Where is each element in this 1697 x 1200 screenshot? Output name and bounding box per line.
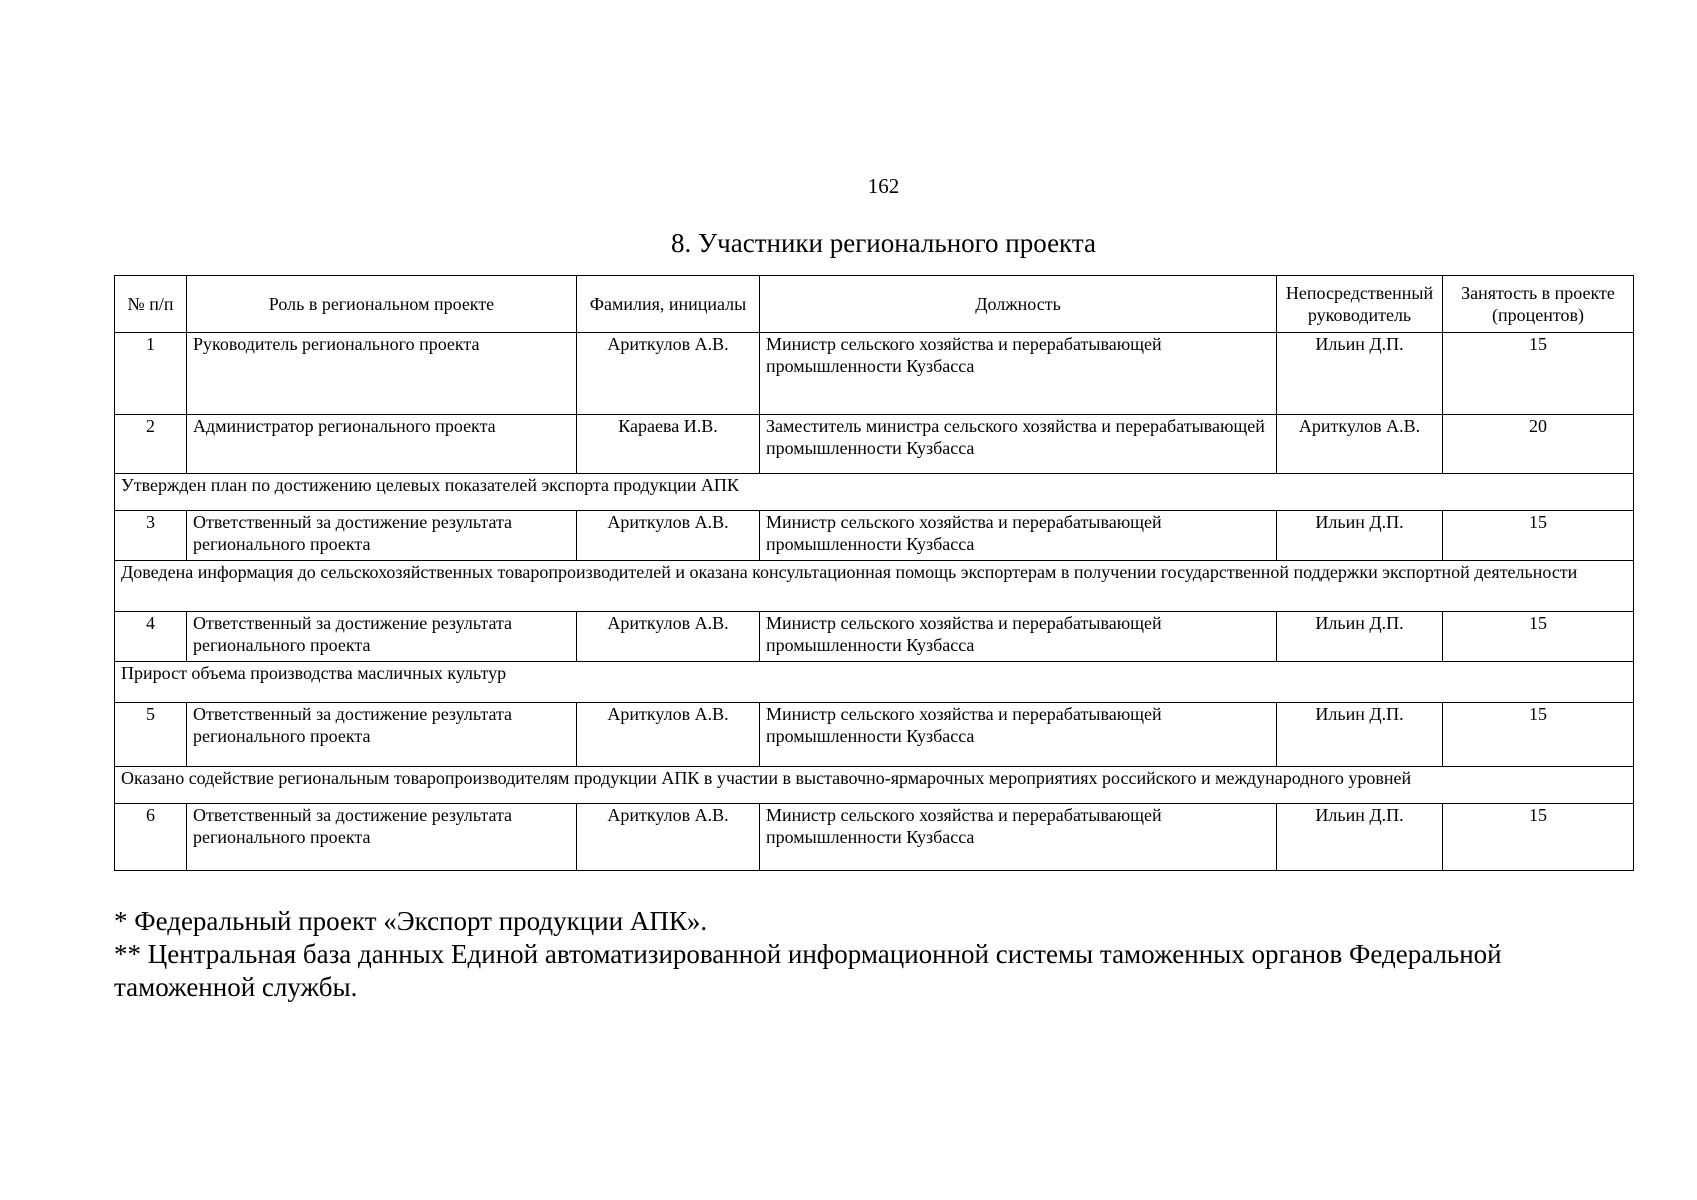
table-row — [115, 804, 1634, 871]
header-position: Должность — [760, 276, 1277, 333]
group-label: Доведена информация до сельскохозяйственных товаропроизводителей и оказана консультационная помощь экспортерам в получении государственной поддержки экспортной деятельности — [115, 561, 1634, 612]
section-title: 8. Участники регионального проекта — [671, 228, 1096, 258]
cell-workload: 15 — [1443, 703, 1634, 767]
cell-name: Ариткулов А.В. — [577, 333, 760, 415]
table-row — [115, 511, 1634, 561]
cell-workload: 15 — [1443, 333, 1634, 415]
cell-name: Караева И.В. — [577, 415, 760, 474]
table-row — [115, 703, 1634, 767]
cell-workload: 15 — [1443, 511, 1634, 561]
cell-num: 1 — [115, 333, 187, 415]
table-row — [115, 333, 1634, 415]
footnote: ** Центральная база данных Единой автоматизированной информационной системы таможенных органов Федеральной таможенной службы. — [114, 939, 1502, 1002]
cell-supervisor: Ильин Д.П. — [1277, 612, 1443, 662]
header-name: Фамилия, инициалы — [577, 276, 760, 333]
cell-position: Министр сельского хозяйства и перерабатывающей промышленности Кузбасса — [760, 612, 1277, 662]
table-row — [115, 415, 1634, 474]
group-row — [115, 662, 1634, 703]
cell-num: 2 — [115, 415, 187, 474]
group-label: Оказано содействие региональным товаропроизводителям продукции АПК в участии в выставочно-ярмарочных мероприятиях российского и международного уровней — [115, 767, 1634, 804]
cell-num: 5 — [115, 703, 187, 767]
cell-role: Ответственный за достижение результата регионального проекта — [187, 703, 577, 767]
header-supervisor: Непосредственный руководитель — [1277, 276, 1443, 333]
footnotes — [114, 905, 1644, 1004]
cell-num: 3 — [115, 511, 187, 561]
group-label: Прирост объема производства масличных культур — [115, 662, 1634, 703]
page-number: 162 — [867, 174, 900, 198]
cell-name: Ариткулов А.В. — [577, 612, 760, 662]
cell-workload: 15 — [1443, 804, 1634, 871]
group-row — [115, 767, 1634, 804]
cell-supervisor: Ильин Д.П. — [1277, 804, 1443, 871]
cell-position: Министр сельского хозяйства и перерабатывающей промышленности Кузбасса — [760, 333, 1277, 415]
header-num: № п/п — [115, 276, 187, 333]
table-row — [115, 612, 1634, 662]
group-row — [115, 561, 1634, 612]
header-role: Роль в региональном проекте — [187, 276, 577, 333]
cell-workload: 15 — [1443, 612, 1634, 662]
cell-role: Ответственный за достижение результата регионального проекта — [187, 511, 577, 561]
cell-name: Ариткулов А.В. — [577, 804, 760, 871]
group-label: Утвержден план по достижению целевых показателей экспорта продукции АПК — [115, 474, 1634, 511]
cell-role: Руководитель регионального проекта — [187, 333, 577, 415]
header-workload: Занятость в проекте (процентов) — [1443, 276, 1634, 333]
cell-name: Ариткулов А.В. — [577, 511, 760, 561]
footnote: * Федеральный проект «Экспорт продукции АПК». — [114, 906, 708, 936]
cell-supervisor: Ильин Д.П. — [1277, 511, 1443, 561]
cell-supervisor: Ильин Д.П. — [1277, 333, 1443, 415]
group-row — [115, 474, 1634, 511]
participants-table — [114, 275, 1634, 871]
cell-position: Заместитель министра сельского хозяйства и перерабатывающей промышленности Кузбасса — [760, 415, 1277, 474]
cell-position: Министр сельского хозяйства и перерабатывающей промышленности Кузбасса — [760, 703, 1277, 767]
cell-position: Министр сельского хозяйства и перерабатывающей промышленности Кузбасса — [760, 511, 1277, 561]
cell-supervisor: Ариткулов А.В. — [1277, 415, 1443, 474]
cell-position: Министр сельского хозяйства и перерабатывающей промышленности Кузбасса — [760, 804, 1277, 871]
table-header-row — [115, 276, 1634, 333]
cell-role: Ответственный за достижение результата регионального проекта — [187, 804, 577, 871]
cell-num: 4 — [115, 612, 187, 662]
cell-workload: 20 — [1443, 415, 1634, 474]
cell-role: Администратор регионального проекта — [187, 415, 577, 474]
cell-role: Ответственный за достижение результата регионального проекта — [187, 612, 577, 662]
cell-num: 6 — [115, 804, 187, 871]
cell-supervisor: Ильин Д.П. — [1277, 703, 1443, 767]
cell-name: Ариткулов А.В. — [577, 703, 760, 767]
